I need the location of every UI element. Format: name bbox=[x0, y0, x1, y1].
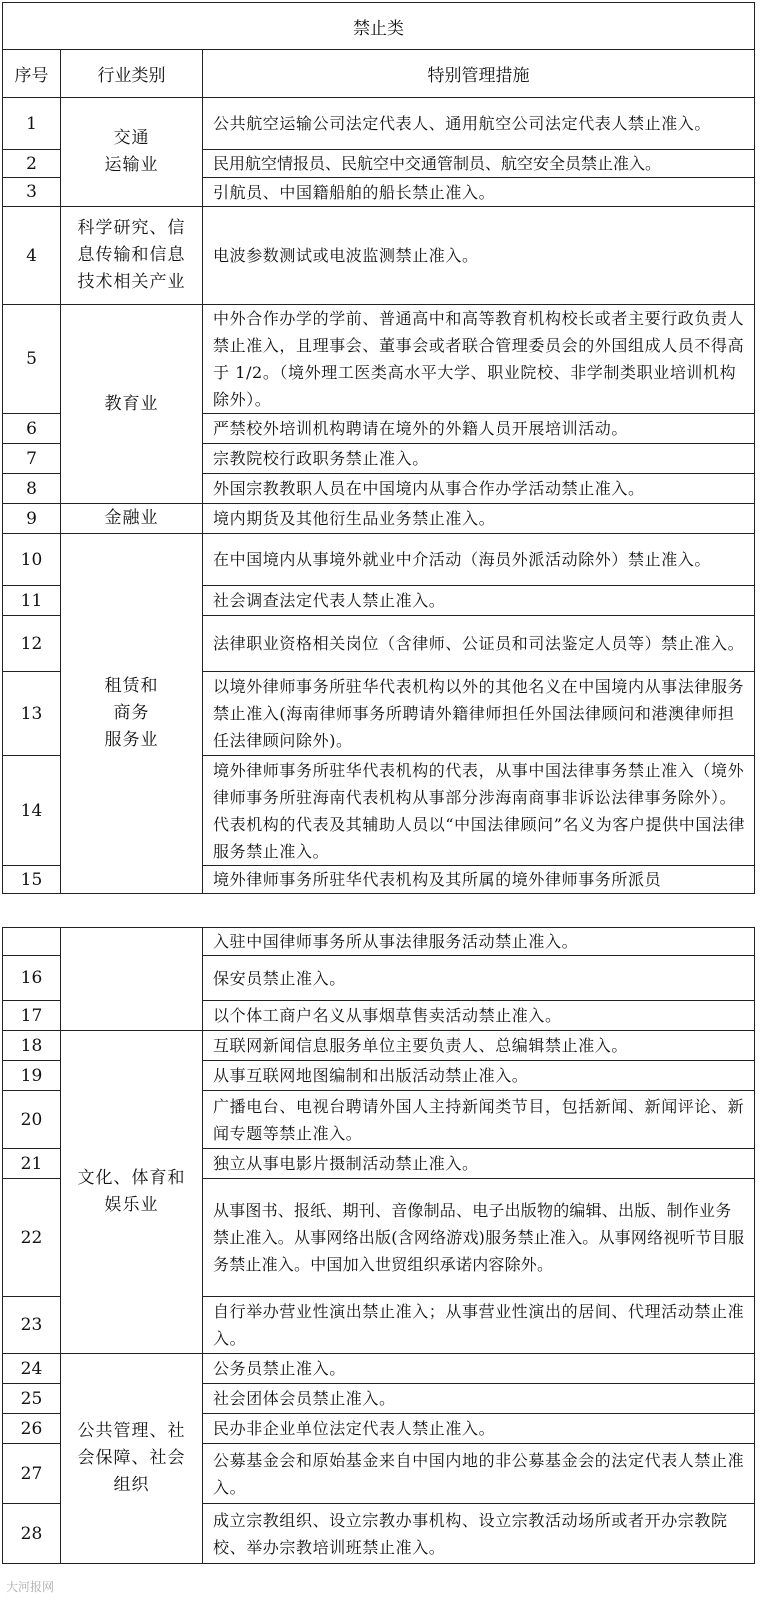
row-measure: 引航员、中国籍船舶的船长禁止准入。 bbox=[203, 178, 755, 207]
restriction-table-part2 bbox=[2, 927, 755, 1564]
table-row bbox=[3, 504, 755, 534]
row-measure: 民用航空情报员、民航空中交通管制员、航空安全员禁止准入。 bbox=[203, 150, 755, 178]
row-measure: 以个体工商户名义从事烟草售卖活动禁止准入。 bbox=[203, 1001, 755, 1031]
row-no: 10 bbox=[3, 534, 61, 586]
table-row bbox=[3, 1354, 755, 1384]
row-measure: 社会调查法定代表人禁止准入。 bbox=[203, 586, 755, 616]
category-science: 科学研究、信 息传输和信息 技术相关产业 bbox=[61, 207, 203, 305]
table-row bbox=[3, 928, 755, 956]
row-measure: 独立从事电影片摄制活动禁止准入。 bbox=[203, 1149, 755, 1179]
table-row bbox=[3, 207, 755, 305]
row-no: 4 bbox=[3, 207, 61, 305]
row-no bbox=[3, 928, 61, 956]
row-measure: 法律职业资格相关岗位（含律师、公证员和司法鉴定人员等）禁止准入。 bbox=[203, 616, 755, 672]
row-no: 18 bbox=[3, 1031, 61, 1061]
category-education: 教育业 bbox=[61, 305, 203, 504]
row-no: 28 bbox=[3, 1504, 61, 1564]
header-category: 行业类别 bbox=[61, 50, 203, 98]
row-measure: 自行举办营业性演出禁止准入；从事营业性演出的居间、代理活动禁止准入。 bbox=[203, 1297, 755, 1354]
row-measure: 保安员禁止准入。 bbox=[203, 956, 755, 1001]
row-measure: 境外律师事务所驻华代表机构的代表，从事中国法律事务禁止准入（境外律师事务所驻海南代表机构从事部分涉海南商事非诉讼法律事务除外）。代表机构的代表及其辅助人员以“中国法律顾问”名义为客户提供中国法律服务禁止准入。 bbox=[203, 756, 755, 866]
row-no: 8 bbox=[3, 474, 61, 504]
row-no: 17 bbox=[3, 1001, 61, 1031]
category-transport: 交通 运输业 bbox=[61, 98, 203, 207]
row-no: 26 bbox=[3, 1414, 61, 1444]
row-no: 15 bbox=[3, 866, 61, 894]
row-no: 11 bbox=[3, 586, 61, 616]
row-no: 19 bbox=[3, 1061, 61, 1091]
row-measure: 外国宗教教职人员在中国境内从事合作办学活动禁止准入。 bbox=[203, 474, 755, 504]
row-no: 5 bbox=[3, 305, 61, 414]
row-measure: 电波参数测试或电波监测禁止准入。 bbox=[203, 207, 755, 305]
row-measure: 以境外律师事务所驻华代表机构以外的其他名义在中国境内从事法律服务禁止准入(海南律师事务所聘请外籍律师担任外国法律顾问和港澳律师担任法律顾问除外)。 bbox=[203, 672, 755, 756]
category-public: 公共管理、社 会保障、社会 组织 bbox=[61, 1354, 203, 1564]
table-row bbox=[3, 534, 755, 586]
row-measure: 严禁校外培训机构聘请在境外的外籍人员开展培训活动。 bbox=[203, 414, 755, 444]
row-measure: 从事互联网地图编制和出版活动禁止准入。 bbox=[203, 1061, 755, 1091]
restriction-table-part1 bbox=[2, 2, 755, 894]
row-no: 1 bbox=[3, 98, 61, 150]
row-no: 20 bbox=[3, 1091, 61, 1149]
category-finance: 金融业 bbox=[61, 504, 203, 534]
row-measure: 宗教院校行政职务禁止准入。 bbox=[203, 444, 755, 474]
row-no: 7 bbox=[3, 444, 61, 474]
row-measure: 公共航空运输公司法定代表人、通用航空公司法定代表人禁止准入。 bbox=[203, 98, 755, 150]
row-measure: 民办非企业单位法定代表人禁止准入。 bbox=[203, 1414, 755, 1444]
watermark: 大河报网 bbox=[6, 1580, 55, 1594]
row-measure: 公务员禁止准入。 bbox=[203, 1354, 755, 1384]
row-no: 3 bbox=[3, 178, 61, 207]
row-measure: 从事图书、报纸、期刊、音像制品、电子出版物的编辑、出版、制作业务禁止准入。从事网络出版(含网络游戏)服务禁止准入。从事网络视听节目服务禁止准入。中国加入世贸组织承诺内容除外。 bbox=[203, 1179, 755, 1297]
category-leasing: 租赁和 商务 服务业 bbox=[61, 534, 203, 894]
row-measure: 互联网新闻信息服务单位主要负责人、总编辑禁止准入。 bbox=[203, 1031, 755, 1061]
category-leasing-continued bbox=[61, 928, 203, 1031]
row-no: 16 bbox=[3, 956, 61, 1001]
row-no: 27 bbox=[3, 1444, 61, 1504]
row-no: 2 bbox=[3, 150, 61, 178]
row-measure: 公募基金会和原始基金来自中国内地的非公募基金会的法定代表人禁止准入。 bbox=[203, 1444, 755, 1504]
category-culture: 文化、体育和 娱乐业 bbox=[61, 1031, 203, 1354]
row-no: 13 bbox=[3, 672, 61, 756]
row-no: 9 bbox=[3, 504, 61, 534]
row-measure: 在中国境内从事境外就业中介活动（海员外派活动除外）禁止准入。 bbox=[203, 534, 755, 586]
row-measure: 成立宗教组织、设立宗教办事机构、设立宗教活动场所或者开办宗教院校、举办宗教培训班禁止准入。 bbox=[203, 1504, 755, 1564]
header-measures: 特别管理措施 bbox=[203, 50, 755, 98]
row-no: 25 bbox=[3, 1384, 61, 1414]
row-measure: 境内期货及其他衍生品业务禁止准入。 bbox=[203, 504, 755, 534]
table-row bbox=[3, 98, 755, 150]
table-title: 禁止类 bbox=[3, 3, 755, 50]
row-measure: 境外律师事务所驻华代表机构及其所属的境外律师事务所派员 bbox=[203, 866, 755, 894]
table-row bbox=[3, 1031, 755, 1061]
row-no: 6 bbox=[3, 414, 61, 444]
row-no: 14 bbox=[3, 756, 61, 866]
row-measure: 入驻中国律师事务所从事法律服务活动禁止准入。 bbox=[203, 928, 755, 956]
row-measure: 社会团体会员禁止准入。 bbox=[203, 1384, 755, 1414]
row-no: 21 bbox=[3, 1149, 61, 1179]
row-no: 22 bbox=[3, 1179, 61, 1297]
row-no: 12 bbox=[3, 616, 61, 672]
row-measure: 中外合作办学的学前、普通高中和高等教育机构校长或者主要行政负责人禁止准入，且理事会、董事会或者联合管理委员会的外国组成人员不得高于 1/2。（境外理工医类高水平大学、职业院校、非学制类职业培训机构除外）。 bbox=[203, 305, 755, 414]
header-no: 序号 bbox=[3, 50, 61, 98]
row-no: 24 bbox=[3, 1354, 61, 1384]
page-break bbox=[0, 910, 761, 927]
row-measure: 广播电台、电视台聘请外国人主持新闻类节目，包括新闻、新闻评论、新闻专题等禁止准入。 bbox=[203, 1091, 755, 1149]
row-no: 23 bbox=[3, 1297, 61, 1354]
table-row bbox=[3, 305, 755, 414]
